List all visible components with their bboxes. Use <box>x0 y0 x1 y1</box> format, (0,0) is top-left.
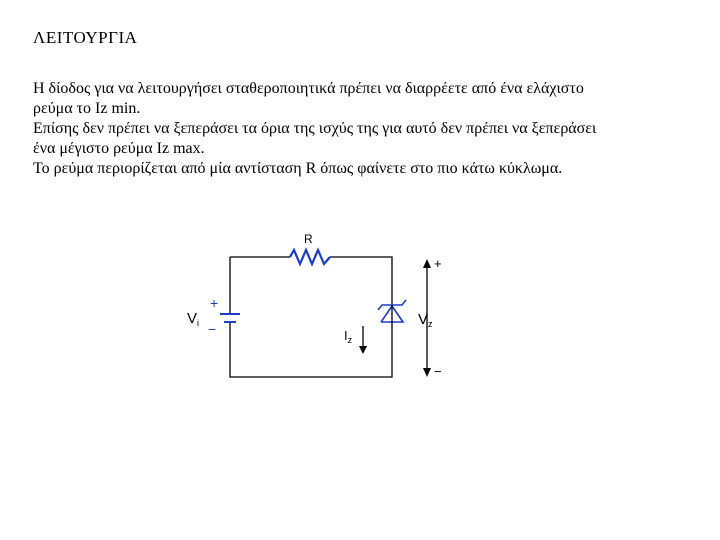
output-minus-sign: − <box>434 364 442 379</box>
source-minus-sign: − <box>208 321 217 337</box>
body-text <box>33 79 713 179</box>
paragraph-line: Η δίοδος για να λειτουργήσει σταθεροποιητικά πρέπει να διαρρέετε από ένα ελάχιστο <box>33 80 584 97</box>
zener-regulator-circuit <box>178 228 458 393</box>
slide-title: ΛΕΙΤΟΥΡΓΙΑ <box>33 28 138 47</box>
resistor-r <box>290 232 330 264</box>
circuit-wires <box>230 257 392 377</box>
paragraph-line: ένα μέγιστο ρεύμα Iz max. <box>33 140 205 157</box>
paragraph-line: ρεύμα το Iz min. <box>33 100 141 117</box>
output-voltage-label: $V_z$ <box>418 311 433 329</box>
source-voltage-label: $V_i$ <box>187 310 200 328</box>
output-plus-sign: + <box>434 256 442 271</box>
paragraph-line: Το ρεύμα περιορίζεται από μία αντίσταση R όπως φαίνετε στο πιο κάτω κύκλωμα. <box>33 160 563 177</box>
resistor-label: R <box>304 232 313 246</box>
source-plus-sign: + <box>210 295 219 311</box>
current-arrow <box>344 326 367 354</box>
current-label: $I_z$ <box>344 328 353 345</box>
voltage-source <box>187 295 240 337</box>
paragraph-line: Επίσης δεν πρέπει να ξεπεράσει τα όρια της ισχύς της για αυτό δεν πρέπει να ξεπεράσει <box>33 120 597 137</box>
output-voltage-indicator <box>418 256 442 379</box>
